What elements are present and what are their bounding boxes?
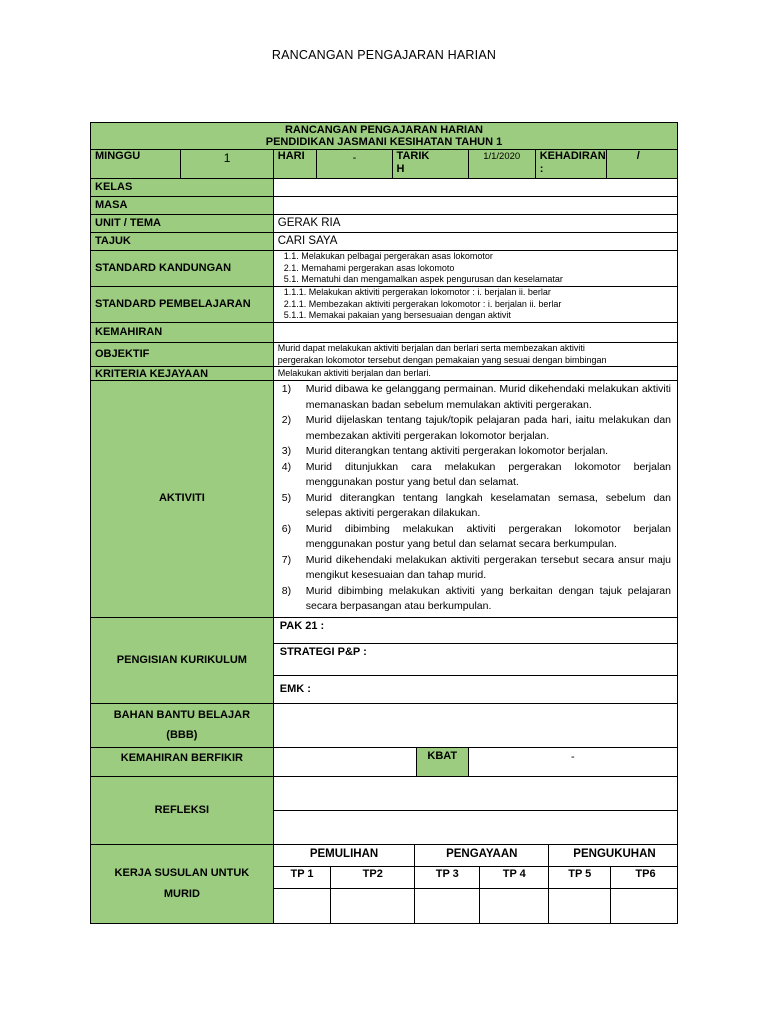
kemahiran-value[interactable] bbox=[273, 323, 677, 343]
header-subtitle: PENDIDIKAN JASMANI KESIHATAN TAHUN 1 bbox=[265, 136, 503, 148]
kriteria-kejayaan-label: KRITERIA KEJAYAAN bbox=[91, 367, 274, 381]
kerja-susulan-label-line2: MURID bbox=[163, 887, 200, 900]
aktiviti-item-number: 3) bbox=[281, 445, 292, 457]
kemahiran-berfikir-label: KEMAHIRAN BERFIKIR bbox=[91, 747, 274, 776]
hari-label: HARI bbox=[273, 150, 317, 179]
aktiviti-item-number: 8) bbox=[281, 584, 292, 597]
kriteria-kejayaan-value: Melakukan aktiviti berjalan dan berlari. bbox=[273, 367, 677, 381]
standard-pembelajaran-label: STANDARD PEMBELAJARAN bbox=[91, 287, 274, 323]
objektif-line: Murid dapat melakukan aktiviti berjalan dan berlari serta membezakan aktiviti bbox=[277, 343, 585, 353]
objektif-value bbox=[273, 343, 677, 367]
kerja-susulan-table bbox=[274, 845, 678, 923]
aktiviti-item-number: 1) bbox=[281, 383, 292, 395]
aktiviti-item bbox=[282, 553, 671, 584]
strategi-pp-field[interactable]: STRATEGI P&P : bbox=[273, 643, 677, 675]
tp-header: TP 5 bbox=[549, 867, 611, 889]
pengisian-kurikulum-label: PENGISIAN KURIKULUM bbox=[91, 617, 274, 703]
tp-header: TP6 bbox=[611, 867, 678, 889]
kbat-value: - bbox=[468, 747, 677, 776]
aktiviti-list-cell bbox=[273, 381, 677, 618]
tarikh-value: 1/1/2020 bbox=[468, 150, 535, 179]
standard-pembelajaran-value bbox=[273, 287, 677, 323]
aktiviti-item-text: Murid diterangkan tentang aktiviti pergerakan lokomotor berjalan. bbox=[305, 445, 609, 457]
kemahiran-berfikir-value[interactable] bbox=[273, 747, 416, 776]
aktiviti-item-text: Murid dibawa ke gelanggang permainan. Murid dikehendaki melakukan aktiviti memanaskan badan sebelum memulakan aktiviti pergerakan. bbox=[305, 383, 671, 411]
aktiviti-item bbox=[282, 413, 671, 444]
minggu-value: 1 bbox=[181, 150, 273, 179]
refleksi-line-2[interactable] bbox=[273, 810, 677, 844]
kehadiran-value: / bbox=[606, 150, 677, 179]
sp-item: 1.1.1. Melakukan aktiviti pergerakan lokomotor : i. berjalan ii. berlar bbox=[283, 287, 551, 297]
sp-item: 5.1.1. Memakai pakaian yang bersesuaian dengan aktivit bbox=[283, 310, 511, 320]
sk-item: 2.1. Memahami pergerakan asas lokomoto bbox=[283, 262, 455, 273]
tarikh-label-a: TARIK bbox=[396, 150, 430, 162]
kerja-susulan-grid bbox=[273, 844, 677, 923]
masa-value[interactable] bbox=[273, 197, 677, 215]
objektif-label: OBJEKTIF bbox=[91, 343, 274, 367]
aktiviti-item-text: Murid diterangkan tentang langkah keselamatan semasa, sebelum dan selepas aktiviti pergerakan dilakukan. bbox=[305, 491, 671, 519]
standard-kandungan-value bbox=[273, 251, 677, 287]
tp-cell[interactable] bbox=[549, 889, 611, 923]
aktiviti-item-number: 7) bbox=[281, 553, 292, 566]
aktiviti-item-number: 2) bbox=[281, 414, 292, 426]
hari-value: - bbox=[317, 150, 392, 179]
tp-cell[interactable] bbox=[480, 889, 549, 923]
refleksi-label: REFLEKSI bbox=[91, 776, 274, 844]
aktiviti-item-text: Murid dibimbing melakukan aktiviti pergerakan lokomotor berjalan menggunakan postur yang betul dan selamat secara berkumpulan. bbox=[305, 522, 671, 550]
aktiviti-item bbox=[282, 444, 671, 460]
masa-label: MASA bbox=[91, 197, 274, 215]
tarikh-label bbox=[392, 150, 468, 179]
kelas-label: KELAS bbox=[91, 179, 274, 197]
aktiviti-item bbox=[282, 584, 671, 615]
tp-cell[interactable] bbox=[415, 889, 480, 923]
sk-item: 5.1. Mematuhi dan mengamalkan aspek pengurusan dan keselamatar bbox=[283, 274, 563, 284]
header-title: RANCANGAN PENGAJARAN HARIAN bbox=[284, 124, 483, 136]
bbb-value[interactable] bbox=[273, 703, 677, 747]
unit-tema-value: GERAK RIA bbox=[273, 215, 677, 233]
tarikh-label-b: H bbox=[396, 163, 405, 175]
aktiviti-item-number: 6) bbox=[281, 522, 292, 535]
lesson-plan-table bbox=[90, 122, 678, 924]
aktiviti-list bbox=[282, 382, 671, 615]
aktiviti-item-text: Murid dijelaskan tentang tajuk/topik pelajaran pada hari, iaitu melakukan dan membezakan aktiviti pergerakan lokomotor berjalan. bbox=[305, 414, 671, 442]
bbb-label bbox=[91, 703, 274, 747]
aktiviti-item-number: 5) bbox=[281, 491, 292, 504]
aktiviti-label: AKTIVITI bbox=[91, 381, 274, 618]
aktiviti-item bbox=[282, 382, 671, 413]
aktiviti-item bbox=[282, 491, 671, 522]
aktiviti-item-text: Murid dikehendaki melakukan aktiviti pergerakan tersebut secara ansur maju mengikut kesesuaian dan tahap murid. bbox=[305, 553, 671, 581]
aktiviti-item-number: 4) bbox=[281, 460, 292, 473]
kelas-value[interactable] bbox=[273, 179, 677, 197]
document-title: RANCANGAN PENGAJARAN HARIAN bbox=[271, 48, 497, 62]
tp-header: TP 3 bbox=[415, 867, 480, 889]
standard-kandungan-label: STANDARD KANDUNGAN bbox=[91, 251, 274, 287]
kerja-susulan-label bbox=[91, 844, 274, 923]
bbb-label-line1: BAHAN BANTU BELAJAR bbox=[113, 709, 251, 721]
tp-cell[interactable] bbox=[274, 889, 331, 923]
objektif-line: pergerakan lokomotor tersebut dengan pemakaian yang sesuai dengan bimbingan bbox=[277, 354, 607, 365]
unit-tema-label: UNIT / TEMA bbox=[91, 215, 274, 233]
minggu-label: MINGGU bbox=[91, 150, 181, 179]
emk-field[interactable]: EMK : bbox=[273, 675, 677, 703]
tp-cell[interactable] bbox=[331, 889, 415, 923]
tajuk-label: TAJUK bbox=[91, 233, 274, 251]
aktiviti-item bbox=[282, 522, 671, 553]
sk-item: 1.1. Melakukan pelbagai pergerakan asas lokomotor bbox=[283, 251, 493, 261]
aktiviti-item-text: Murid ditunjukkan cara melakukan pergerakan lokomotor berjalan menggunakan postur yang betul dan selamat. bbox=[305, 460, 671, 488]
bbb-label-line2: (BBB) bbox=[166, 729, 198, 741]
tp-header: TP2 bbox=[331, 867, 415, 889]
aktiviti-item-text: Murid dibimbing melakukan aktiviti yang berkaitan dengan tajuk pelajaran secara berpasangan atau berkumpulan. bbox=[305, 584, 671, 612]
kerja-susulan-label-line1: KERJA SUSULAN UNTUK bbox=[114, 866, 250, 879]
sp-item: 2.1.1. Membezakan aktiviti pergerakan lokomotor : i. berjalan ii. berlar bbox=[283, 298, 562, 309]
pak21-field[interactable]: PAK 21 : bbox=[273, 617, 677, 643]
pemulihan-header: PEMULIHAN bbox=[274, 845, 415, 867]
refleksi-line-1[interactable] bbox=[273, 776, 677, 810]
pengayaan-header: PENGAYAAN bbox=[415, 845, 549, 867]
tp-header: TP 1 bbox=[274, 867, 331, 889]
kbat-label: KBAT bbox=[416, 747, 468, 776]
kehadiran-label: KEHADIRAN : bbox=[535, 150, 606, 179]
pengukuhan-header: PENGUKUHAN bbox=[549, 845, 678, 867]
tajuk-value: CARI SAYA bbox=[273, 233, 677, 251]
tp-header: TP 4 bbox=[480, 867, 549, 889]
kemahiran-label: KEMAHIRAN bbox=[91, 323, 274, 343]
aktiviti-item bbox=[282, 460, 671, 491]
tp-cell[interactable] bbox=[611, 889, 678, 923]
table-header bbox=[91, 123, 678, 150]
